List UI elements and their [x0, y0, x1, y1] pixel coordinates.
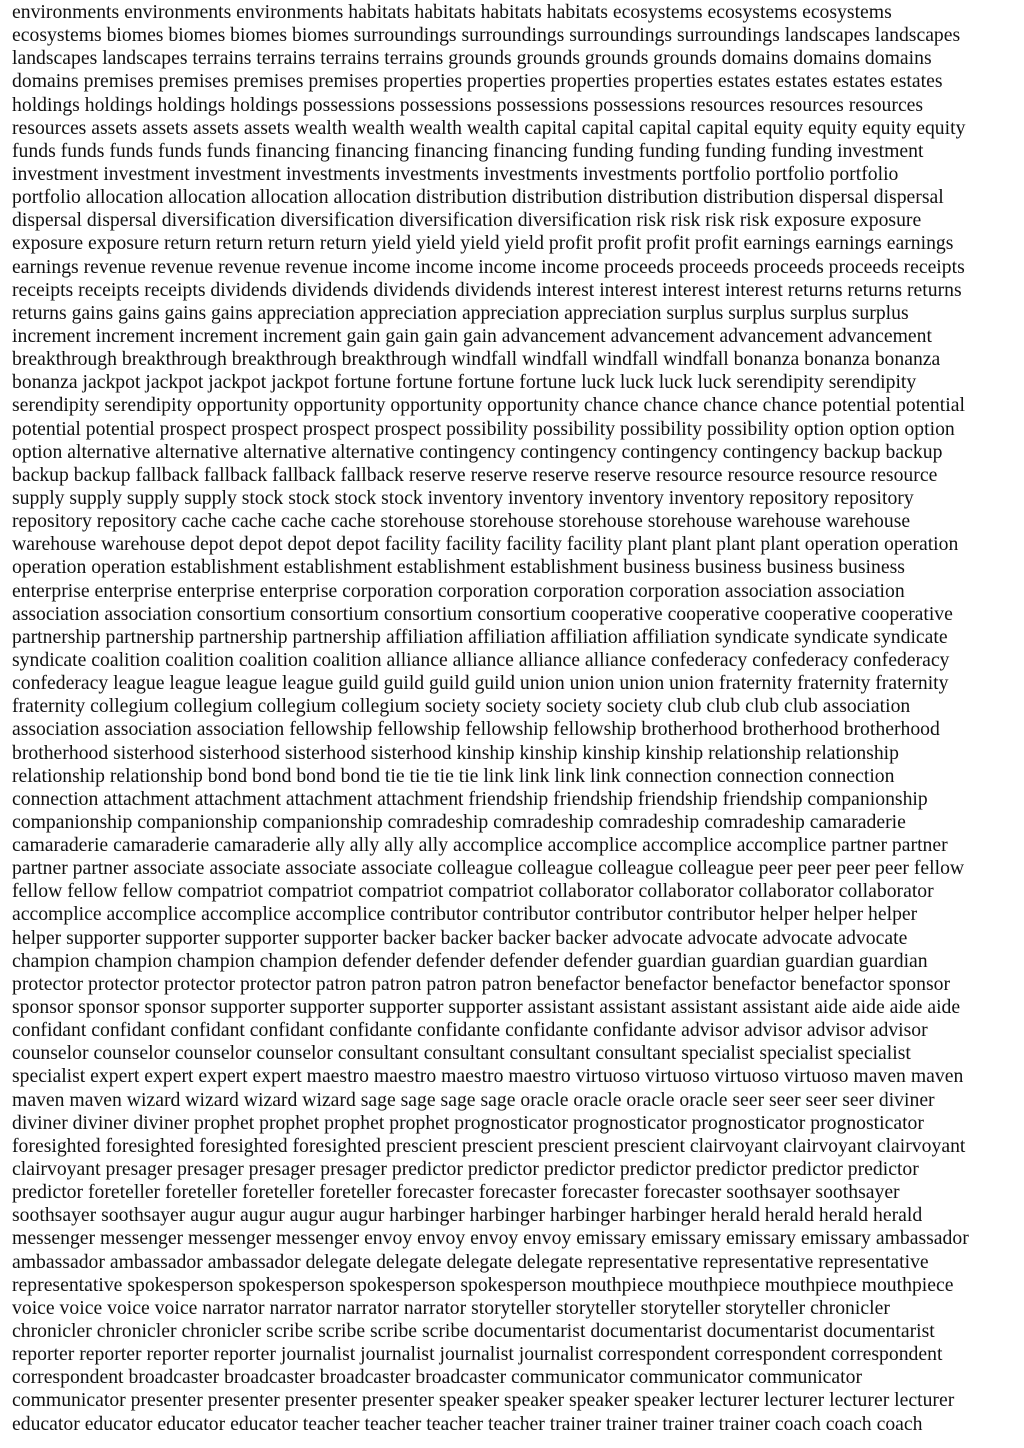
text-line: enterprise enterprise enterprise enterprise corporation corporation corporation corporation association association [12, 579, 905, 602]
text-line: landscapes landscapes terrains terrains terrains terrains grounds grounds grounds grounds domains domains domains [12, 47, 932, 70]
text-line: holdings holdings holdings holdings possessions possessions possessions possessions resources resources resources [12, 93, 924, 116]
text-line: serendipity serendipity opportunity opportunity opportunity opportunity chance chance chance chance potential potential [12, 394, 965, 417]
text-line: repository repository cache cache cache cache storehouse storehouse storehouse storehouse warehouse warehouse [12, 510, 911, 533]
text-line: resources assets assets assets assets wealth wealth wealth wealth capital capital capital capital equity equity equity equity [12, 116, 966, 139]
text-line: fellow fellow fellow compatriot compatriot compatriot compatriot collaborator collaborator collaborator collaborator [12, 880, 934, 903]
text-line: receipts receipts receipts dividends dividends dividends dividends interest interest interest interest returns returns returns [12, 278, 962, 301]
text-line: protector protector protector protector patron patron patron patron benefactor benefactor benefactor benefactor sponsor [12, 972, 951, 995]
text-line: educator educator educator educator teacher teacher teacher teacher trainer trainer trainer trainer coach coach coach [12, 1412, 923, 1435]
text-line: operation operation establishment establishment establishment establishment business business business business [12, 556, 905, 579]
text-line: bonanza jackpot jackpot jackpot jackpot fortune fortune fortune fortune luck luck luck luck serendipity serendipity [12, 371, 917, 394]
text-line: syndicate coalition coalition coalition coalition alliance alliance alliance alliance confederacy confederacy confederacy [12, 648, 950, 671]
text-line: specialist expert expert expert expert maestro maestro maestro maestro virtuoso virtuoso virtuoso virtuoso maven maven [12, 1065, 964, 1088]
text-line: messenger messenger messenger messenger envoy envoy envoy envoy emissary emissary emissary emissary ambassador [12, 1227, 969, 1250]
text-line: portfolio allocation allocation allocation allocation distribution distribution distribution distribution dispersal dispersal [12, 186, 944, 209]
text-line: ecosystems biomes biomes biomes biomes surroundings surroundings surroundings surroundings landscapes landscapes [12, 24, 961, 47]
text-line: diviner diviner diviner prophet prophet prophet prophet prognosticator prognosticator prognosticator prognosticator [12, 1111, 924, 1134]
text-line: clairvoyant presager presager presager presager predictor predictor predictor predictor predictor predictor predictor [12, 1158, 919, 1181]
text-line: partner partner associate associate associate associate colleague colleague colleague colleague peer peer peer peer fellow [12, 857, 965, 880]
text-line: representative spokesperson spokesperson spokesperson spokesperson mouthpiece mouthpiece mouthpiece mouthpiece [12, 1273, 954, 1296]
text-line: supply supply supply supply stock stock stock stock inventory inventory inventory inventory repository repository [12, 486, 914, 509]
text-line: camaraderie camaraderie camaraderie ally ally ally ally accomplice accomplice accomplice accomplice partner partner [12, 834, 948, 857]
text-line: voice voice voice voice narrator narrator narrator narrator storyteller storyteller storyteller storyteller chronicler [12, 1296, 890, 1319]
text-line: communicator presenter presenter presenter presenter speaker speaker speaker speaker lecturer lecturer lecturer lecturer [12, 1389, 955, 1412]
text-line: fraternity collegium collegium collegium collegium society society society society club club club club association [12, 695, 911, 718]
text-line: funds funds funds funds funds financing financing financing financing funding funding funding funding investment [12, 139, 924, 162]
text-line: breakthrough breakthrough breakthrough breakthrough windfall windfall windfall windfall bonanza bonanza bonanza [12, 348, 941, 371]
text-line: earnings revenue revenue revenue revenue income income income income proceeds proceeds proceeds proceeds receipts [12, 255, 965, 278]
text-line: warehouse warehouse depot depot depot depot facility facility facility facility plant plant plant plant operation operation [12, 533, 959, 556]
text-line: reporter reporter reporter reporter journalist journalist journalist journalist correspondent correspondent correspondent [12, 1343, 943, 1366]
text-line: relationship relationship bond bond bond bond tie tie tie tie link link link link connection connection connection [12, 764, 895, 787]
text-line: soothsayer soothsayer augur augur augur augur harbinger harbinger harbinger harbinger herald herald herald herald [12, 1204, 923, 1227]
text-line: predictor foreteller foreteller foreteller foreteller forecaster forecaster forecaster forecaster soothsayer soothsayer [12, 1181, 900, 1204]
text-line: confidant confidant confidant confidant confidante confidante confidante confidante advisor advisor advisor advisor [12, 1019, 928, 1042]
text-line: domains premises premises premises premises properties properties properties properties estates estates estates estates [12, 70, 943, 93]
text-line: potential potential prospect prospect prospect prospect possibility possibility possibility possibility option option option [12, 417, 955, 440]
text-line: exposure exposure return return return return yield yield yield yield profit profit profit profit earnings earnings earnings [12, 232, 954, 255]
text-line: maven maven wizard wizard wizard wizard sage sage sage sage oracle oracle oracle oracle seer seer seer seer diviner [12, 1088, 935, 1111]
text-line: partnership partnership partnership partnership affiliation affiliation affiliation affiliation syndicate syndicate syndicate [12, 625, 948, 648]
text-line: connection attachment attachment attachment attachment friendship friendship friendship friendship companionship [12, 787, 928, 810]
text-line: helper supporter supporter supporter supporter backer backer backer backer advocate advocate advocate advocate [12, 926, 908, 949]
text-line: brotherhood sisterhood sisterhood sisterhood sisterhood kinship kinship kinship kinship relationship relationship [12, 741, 899, 764]
text-line: foresighted foresighted foresighted foresighted prescient prescient prescient prescient clairvoyant clairvoyant clairvoyant [12, 1134, 966, 1157]
text-line: accomplice accomplice accomplice accomplice contributor contributor contributor contributor helper helper helper [12, 903, 918, 926]
text-line: investment investment investment investments investments investments investments portfolio portfolio portfolio [12, 162, 899, 185]
text-line: dispersal dispersal diversification diversification diversification diversification risk risk risk risk exposure exposure [12, 209, 922, 232]
text-line: returns gains gains gains gains appreciation appreciation appreciation appreciation surplus surplus surplus surplus [12, 301, 909, 324]
text-line: chronicler chronicler chronicler scribe scribe scribe scribe documentarist documentarist documentarist documentarist [12, 1320, 935, 1343]
text-line: counselor counselor counselor counselor consultant consultant consultant consultant specialist specialist specialist [12, 1042, 911, 1065]
text-line: ambassador ambassador ambassador delegate delegate delegate delegate representative representative representative [12, 1250, 929, 1273]
text-line: option alternative alternative alternative alternative contingency contingency contingency contingency backup backup [12, 440, 943, 463]
text-line: confederacy league league league league guild guild guild guild union union union union fraternity fraternity fraternity [12, 672, 949, 695]
text-line: association association association fellowship fellowship fellowship fellowship brotherhood brotherhood brotherhood [12, 718, 940, 741]
text-line: backup backup fallback fallback fallback fallback reserve reserve reserve reserve resource resource resource resource [12, 463, 938, 486]
text-line: companionship companionship companionship comradeship comradeship comradeship comradeship camaraderie [12, 810, 906, 833]
text-line: sponsor sponsor sponsor supporter supporter supporter supporter assistant assistant assistant assistant aide aide aide aide [12, 996, 961, 1019]
text-line: environments environments environments habitats habitats habitats habitats ecosystems ecosystems ecosystems [12, 1, 892, 23]
text-line: increment increment increment increment gain gain gain gain advancement advancement advancement advancement [12, 324, 932, 347]
text-line: association association consortium consortium consortium consortium cooperative cooperative cooperative cooperative [12, 602, 953, 625]
text-line: champion champion champion champion defender defender defender defender guardian guardian guardian guardian [12, 949, 928, 972]
text-line: correspondent broadcaster broadcaster broadcaster broadcaster communicator communicator communicator [12, 1366, 863, 1389]
